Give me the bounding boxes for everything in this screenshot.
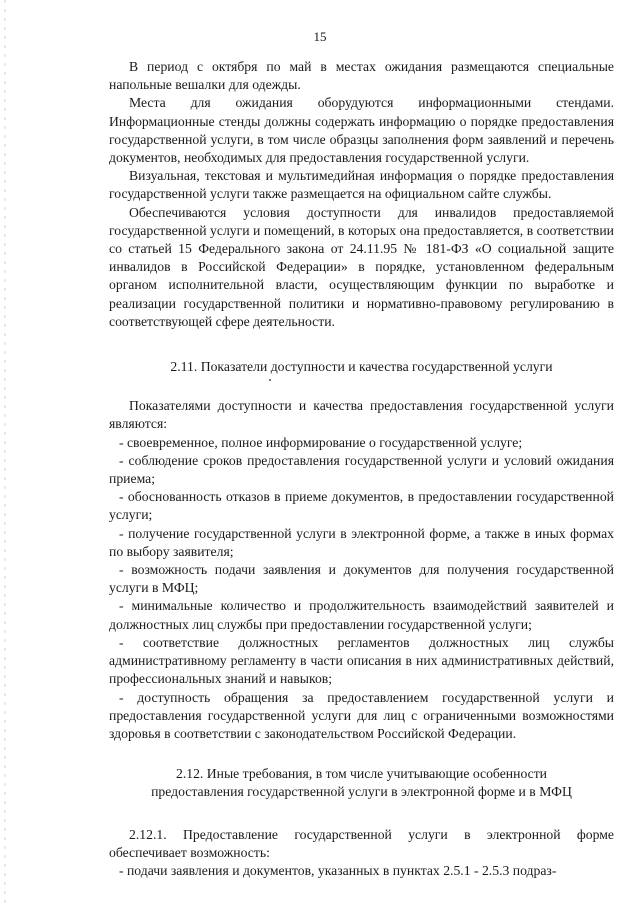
list-item: - возможность подачи заявления и документов для получения государственной услуги в МФЦ; (109, 562, 614, 596)
paragraph-hangers: В период с октября по май в местах ожидания размещаются специальные напольные вешалки для одежды. (109, 59, 614, 93)
section-2-11-intro: Показателями доступности и качества предоставления государственной услуги являются: (109, 398, 614, 432)
list-item: - получение государственной услуги в электронной форме, а также в иных формах по выбору заявителя; (109, 525, 614, 559)
paragraph-info-stands: Места для ожидания оборудуются информационными стендами. Информационные стенды должны содержать информацию о порядке предоставления государственной услуги, в том числе образцы заполнения форм заявлений и перечень документов, необходимых для предоставления государственной услуги. (109, 95, 614, 166)
list-item: - доступность обращения за предоставлением государственной услуги и предоставления государственной услуги для лиц с ограниченными возможностями здоровья в соответствии с законодательством Российской Федерации. (109, 689, 614, 741)
document-body (109, 58, 614, 880)
section-heading-2-12-line-2: предоставления государственной услуги в электронной форме и в МФЦ (151, 784, 572, 800)
section-heading-2-12-line-1: 2.12. Иные требования, в том числе учитывающие особенности (175, 766, 548, 782)
section-heading-2-11: 2.11. Показатели доступности и качества государственной услуги (170, 359, 553, 375)
list-item: - соответствие должностных регламентов должностных лиц службы административному регламенту в части описания в них административных действий, профессиональных знаний и навыков; (109, 634, 614, 687)
list-item: - обоснованность отказов в приеме документов, в предоставлении государственной услуги; (109, 489, 614, 523)
list-item: - подачи заявления и документов, указанных в пунктах 2.5.1 - 2.5.3 подраз- (119, 862, 557, 878)
scan-margin-marks (4, 0, 6, 905)
list-item: - соблюдение сроков предоставления государственной услуги и условий ожидания приема; (109, 452, 614, 487)
page-number: 15 (313, 29, 327, 44)
list-item: - своевременное, полное информирование о государственной услуге; (119, 434, 523, 450)
list-item: - минимальные количество и продолжительность взаимодействий заявителей и должностных лиц службы при предоставлении государственной услуги; (109, 598, 614, 632)
paragraph-website-info: Визуальная, текстовая и мультимедийная информация о порядке предоставления государственной услуги также размещается на официальном сайте службы. (109, 168, 614, 202)
paragraph-disability-access: Обеспечиваются условия доступности для инвалидов предоставляемой государственной услуги и помещений, в которых она предоставляется, в соответствии со статьей 15 Федерального закона от 24.11.95 № 181-ФЗ «О социальной защите инвалидов в Российской Федерации» в порядке, установленном федеральным органом исполнительной власти, осуществляющим функции по выработке и реализации государственной политики и нормативно-правовому регулированию в соответствующей сфере деятельности. (109, 204, 614, 329)
scan-speck (109, 376, 614, 385)
paragraph-2-12-1: 2.12.1. Предоставление государственной услуги в электронной форме обеспечивает возможность: (109, 826, 614, 860)
